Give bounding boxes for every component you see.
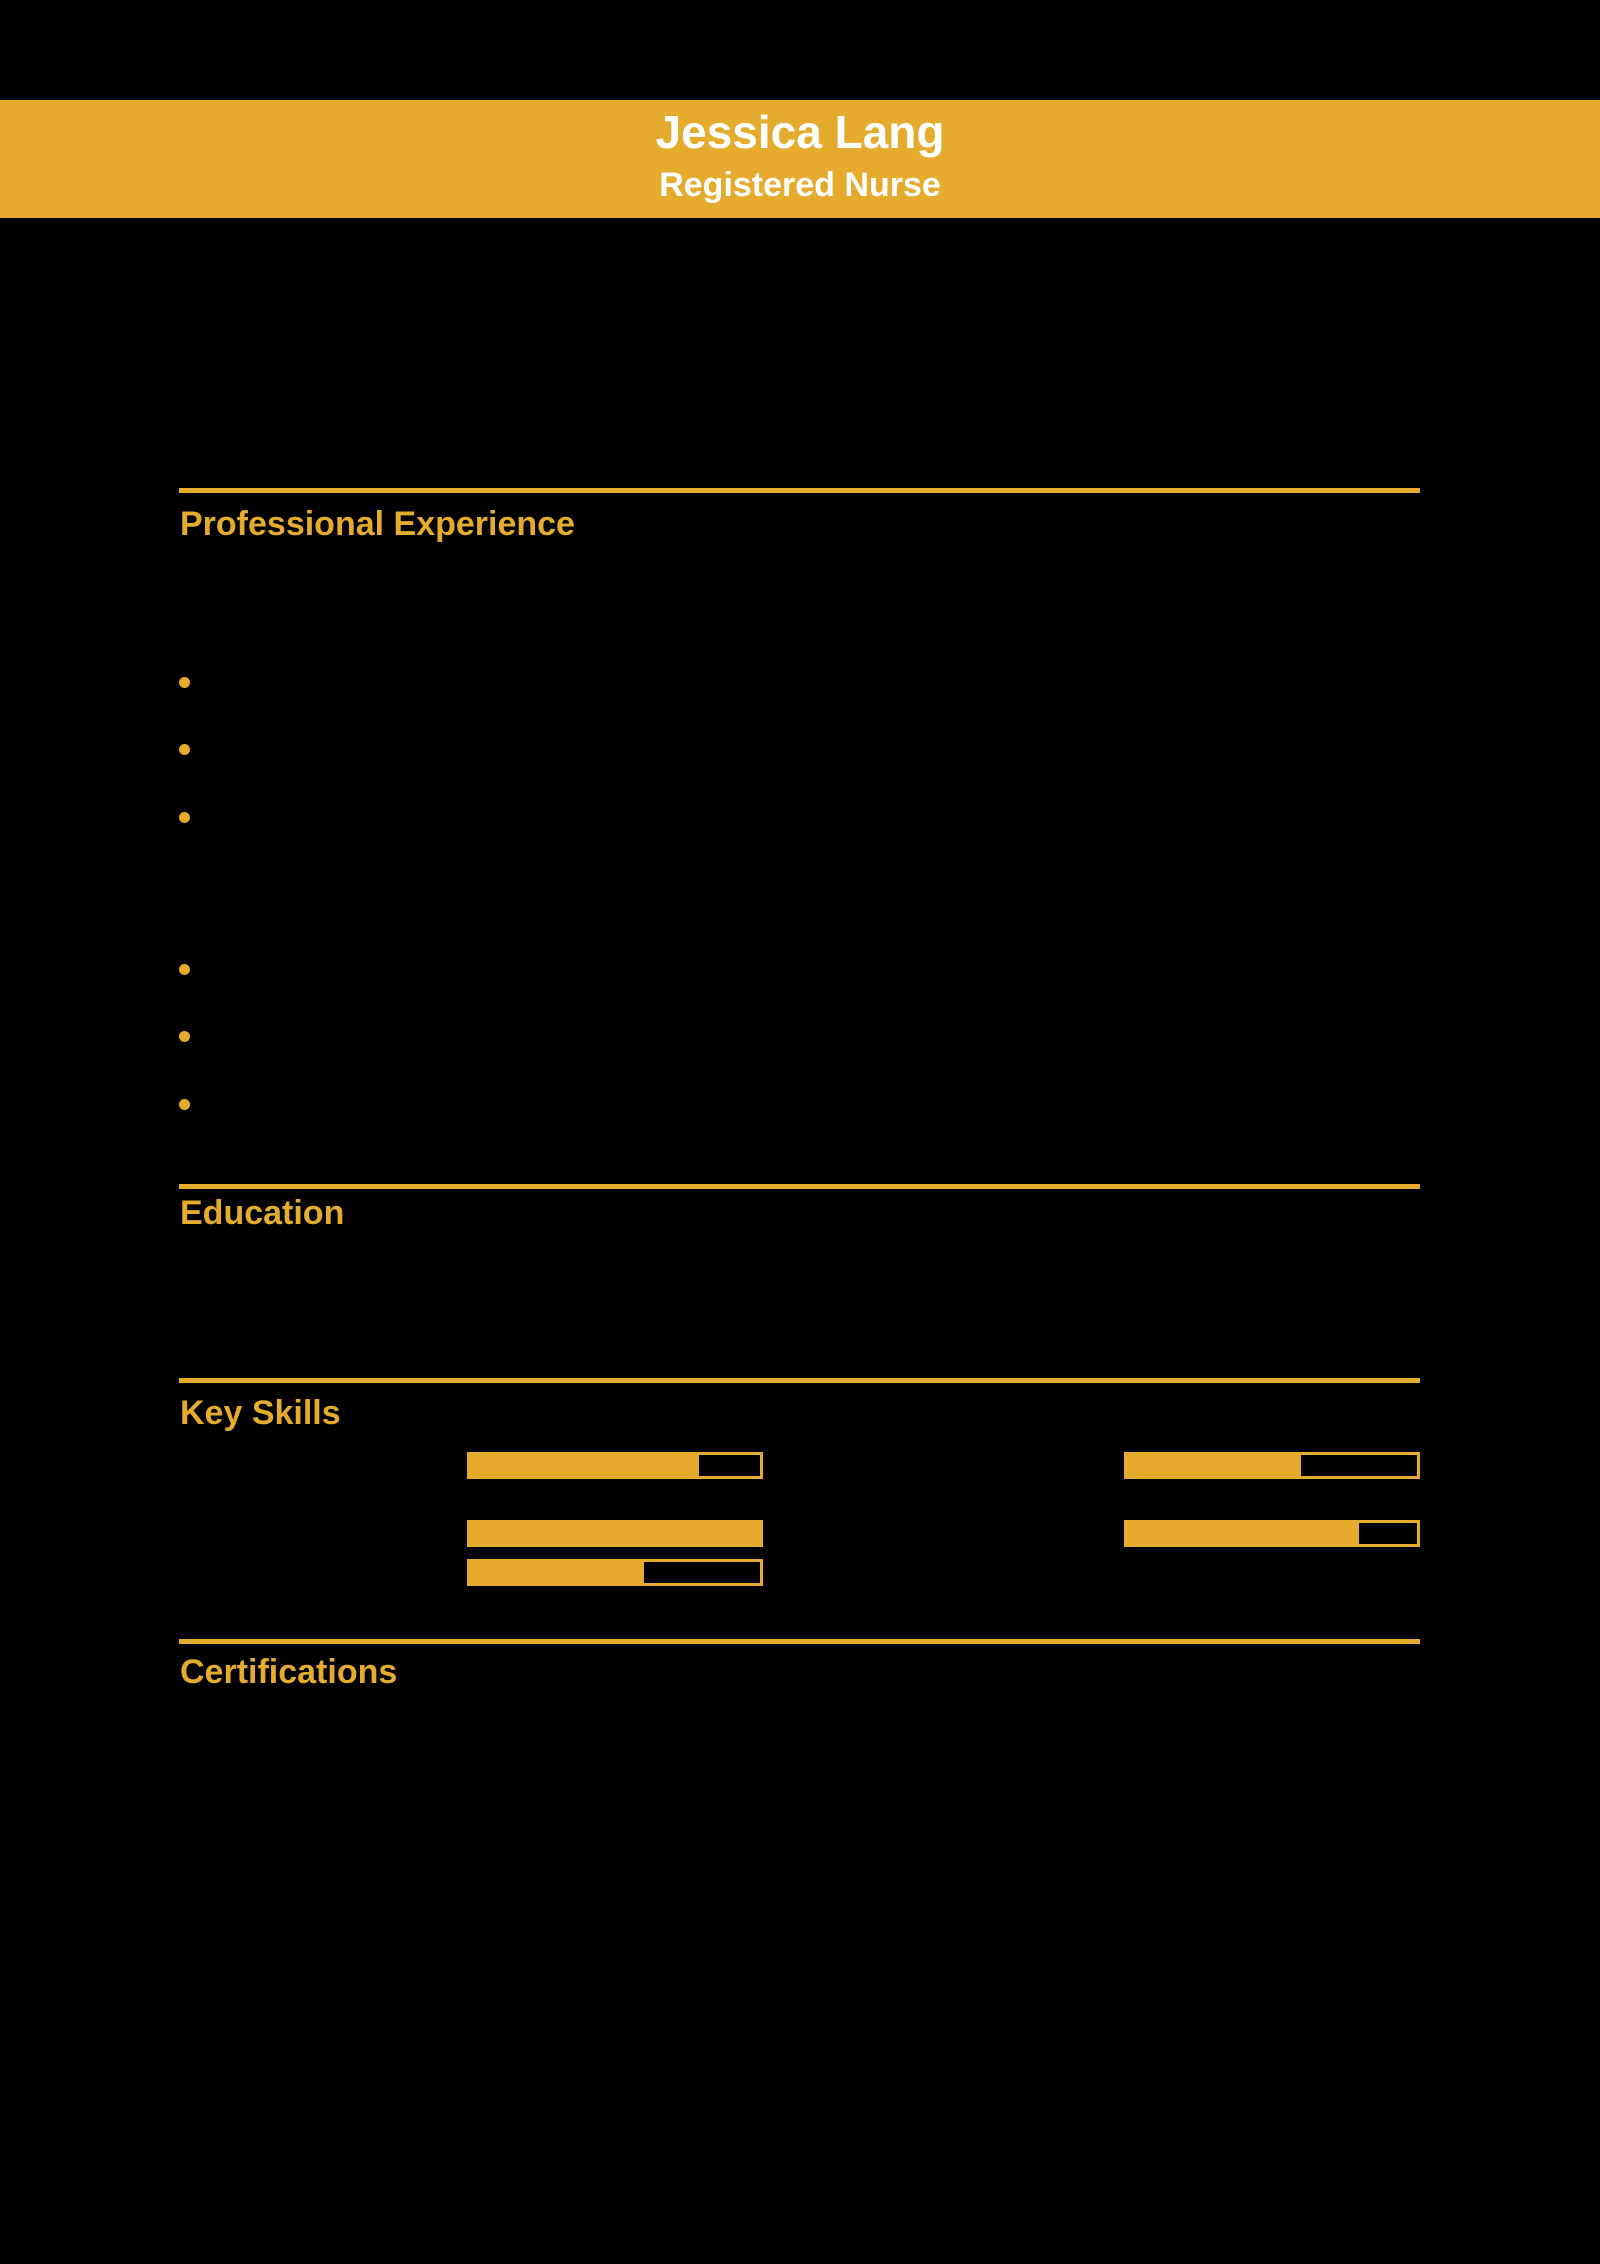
skill-level-fill [1127, 1523, 1359, 1544]
experience-bullet [179, 812, 190, 823]
skill-level-bar [467, 1559, 763, 1586]
skill-level-bar [1124, 1520, 1420, 1547]
experience-bullet [179, 1099, 190, 1110]
skill-level-fill [470, 1455, 699, 1476]
section-divider-education [179, 1184, 1420, 1189]
section-heading-education: Education [180, 1194, 345, 1232]
skill-level-bar [467, 1520, 763, 1547]
skill-level-fill [470, 1523, 760, 1544]
skill-level-bar [467, 1452, 763, 1479]
experience-bullet [179, 964, 190, 975]
section-heading-skills: Key Skills [180, 1394, 341, 1432]
experience-bullet [179, 1031, 190, 1042]
section-divider-certifications [179, 1639, 1420, 1644]
experience-bullet [179, 677, 190, 688]
section-divider-skills [179, 1378, 1420, 1383]
candidate-name: Jessica Lang [655, 106, 945, 158]
skill-level-bar [1124, 1452, 1420, 1479]
section-heading-experience: Professional Experience [180, 505, 575, 543]
candidate-title: Registered Nurse [659, 166, 941, 204]
section-divider-experience [179, 488, 1420, 493]
experience-bullet [179, 744, 190, 755]
section-heading-certifications: Certifications [180, 1653, 398, 1691]
skill-level-fill [470, 1562, 644, 1583]
header-band [0, 100, 1600, 218]
skill-level-fill [1127, 1455, 1301, 1476]
